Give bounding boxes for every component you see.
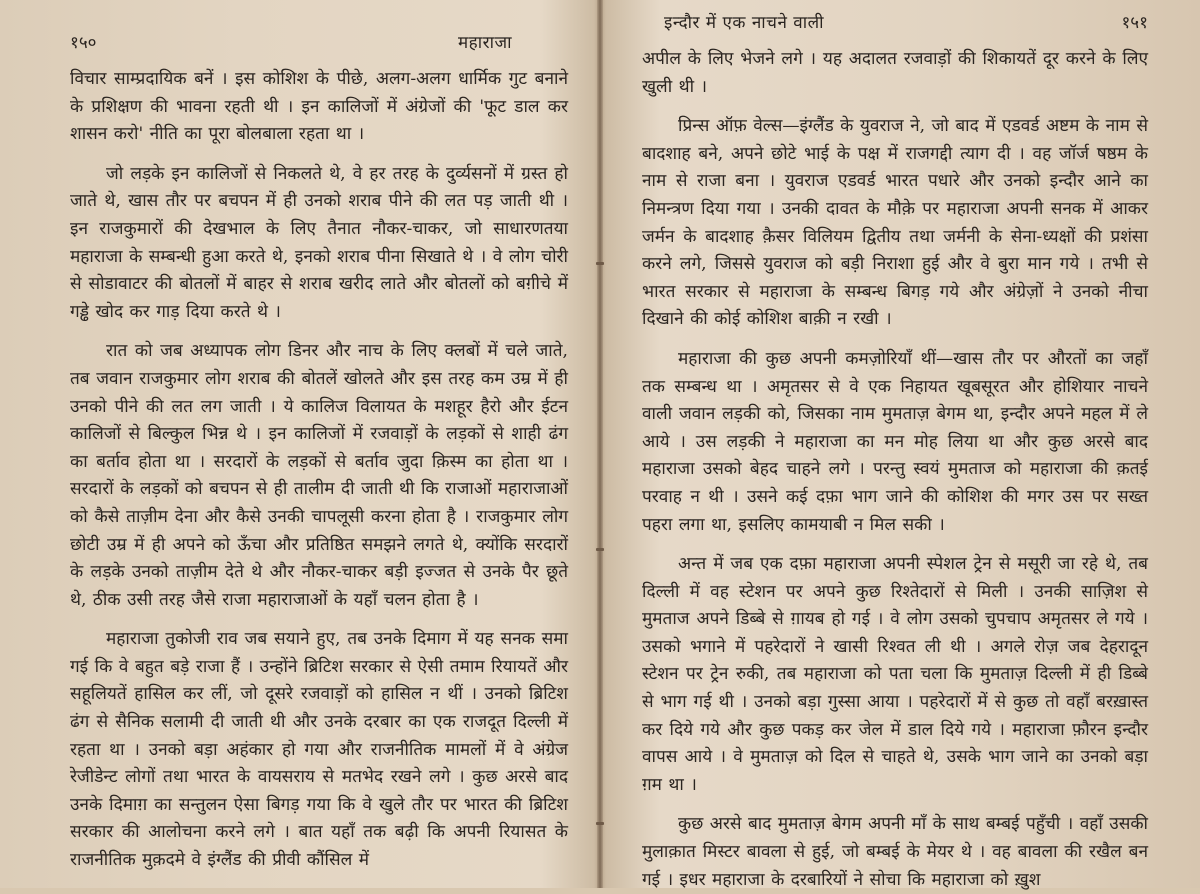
right-paragraph-1: अपील के लिए भेजने लगे । यह अदालत रजवाड़ों की शिकायतें दूर करने के लिए खुली थी । [642, 49, 1148, 97]
right-running-head: इन्दौर में एक नाचने वाली [664, 13, 825, 33]
left-paragraph-1: विचार साम्प्रदायिक बनें । इस कोशिश के पीछे, अलग-अलग धार्मिक गुट बनाने के प्रशिक्षण की भावना रहती थी । इन कालिजों में अंग्रेजों की 'फूट डाल कर शासन करो' नीति का पूरा बोलबाला रहता था । [70, 69, 568, 145]
left-page [0, 0, 598, 888]
right-page-number: १५१ [1121, 13, 1148, 33]
right-paragraph-2: प्रिन्स ऑफ़ वेल्स—इंग्लैंड के युवराज ने, जो बाद में एडवर्ड अष्टम के नाम से बादशाह बने, अपने छोटे भाई के पक्ष में राजगद्दी त्याग दी । वह जॉर्ज षष्ठम के नाम से राजा बना । युवराज एडवर्ड भारत पधारे और उनको इन्दौर आने का निमन्त्रण दिया गया । उनकी दावत के मौक़े पर महाराजा अपनी सनक में आकर जर्मन के बादशाह क़ैसर विलियम द्वितीय तथा जर्मनी के सेना-ध्यक्षों की प्रशंसा करने लगे, जिससे युवराज को बड़ी निराशा हुई और वे बुरा मान गये । तभी से भारत सरकार से महाराजा के सम्बन्ध बिगड़ गये और अंग्रेज़ों ने उनको नीचा दिखाने की कोई कोशिश बाक़ी न रखी । [642, 116, 1148, 330]
right-paragraph-3: महाराजा की कुछ अपनी कमज़ोरियाँ थीं—खास तौर पर औरतों का जहाँ तक सम्बन्ध था । अमृतसर से वे एक निहायत खूबसूरत और होशियार नाचने वाली जवान लड़की को, जिसका नाम मुमताज़ बेगम था, इन्दौर अपने महल में ले आये । उस लड़की ने महाराजा का मन मोह लिया था और कुछ अरसे बाद महाराजा उसको बेहद चाहने लगे । परन्तु स्वयं मुमताज को महाराजा की क़तई परवाह न थी । उसने कई दफ़ा भाग जाने की कोशिश की मगर उस पर सख्त पहरा लगा था, इसलिए कामयाबी न मिल सकी । [642, 348, 1148, 535]
right-paragraph-4: अन्त में जब एक दफ़ा महाराजा अपनी स्पेशल ट्रेन से मसूरी जा रहे थे, तब दिल्ली में वह स्टेशन पर अपने कुछ रिश्तेदारों से मिली । उनकी साज़िश से मुमताज अपने डिब्बे से ग़ायब हो गई । वे लोग उसको चुपचाप अमृतसर ले गये । उसको भगाने में पहरेदारों ने खासी रिश्वत ली थी । अगले रोज़ जब देहरादून स्टेशन पर ट्रेन रुकी, तब महाराजा को पता चला कि मुमताज़ दिल्ली में ही डिब्बे से भाग गई थी । उनको बड़ा गुस्सा आया । पहरेदारों में से कुछ तो वहाँ बरख़ास्त कर दिये गये और कुछ पकड़ कर जेल में डाल दिये गये । महाराजा फ़ौरन इन्दौर वापस आये । वे मुमताज़ को दिल से चाहते थे, उसके भाग जाने का उनको बड़ा ग़म था । [642, 554, 1148, 795]
right-page-header [642, 10, 1148, 46]
right-page [602, 0, 1200, 888]
left-page-header [70, 30, 568, 66]
left-paragraph-3: रात को जब अध्यापक लोग डिनर और नाच के लिए क्लबों में चले जाते, तब जवान राजकुमार लोग शराब की बोतलें खोलते और इस तरह कम उम्र में ही उनको पीने की लत लग जाती । ये कालिज विलायत के मशहूर हैरो और ईटन कालिजों से बिल्कुल भिन्न थे । इन कालिजों में रजवाड़ों के लड़कों से शाही ढंग का बर्ताव होता था । सरदारों के लड़कों से बर्ताव जुदा क़िस्म का होता था । सरदारों के लड़कों को बचपन से ही तालीम दी जाती थी कि राजाओं महाराजाओं को कैसे ताज़ीम देना और कैसे उनकी चापलूसी करना होता है । राजकुमार लोग छोटी उम्र में ही अपने को ऊँचा और प्रतिष्ठित समझने लगते थे, क्योंकि सरदारों के लड़के उनको ताज़ीम देते थे और नौकर-चाकर बड़ी इज्जत से उनके पैर छूते थे, ठीक उसी तरह जैसे राजा महाराजाओं के यहाँ चलन होता है । [70, 341, 568, 610]
right-paragraph-5: कुछ अरसे बाद मुमताज़ बेगम अपनी माँ के साथ बम्बई पहुँची । वहाँ उसकी मुलाक़ात मिस्टर बावला से हुई, जो बम्बई के मेयर थे । वह बावला की रखैल बन गई । इधर महाराजा के दरबारियों ने सोचा कि महाराजा को ख़ुश [642, 814, 1148, 890]
left-running-head: महाराजा [458, 33, 512, 53]
left-paragraph-2: जो लड़के इन कालिजों से निकलते थे, वे हर तरह के दुर्व्यसनों में ग्रस्त हो जाते थे, खास तौर पर बचपन में ही उनको शराब पीने की लत पड़ जाती थी । इन राजकुमारों की देखभाल के लिए तैनात नौकर-चाकर, जो साधारणतया महाराजा के सम्बन्धी हुआ करते थे, इनको शराब पीना सिखाते थे । वे लोग चोरी से सोडावाटर की बोतलों में बाहर से शराब खरीद लाते और बोतलों को बग़ीचे में गड्ढे खोद कर गाड़ दिया करते थे । [70, 163, 568, 322]
left-page-number: १५० [70, 33, 97, 53]
left-paragraph-4: महाराजा तुकोजी राव जब सयाने हुए, तब उनके दिमाग में यह सनक समा गई कि वे बहुत बड़े राजा हैं । उन्होंने ब्रिटिश सरकार से ऐसी तमाम रियायतें और सहूलियतें हासिल कर लीं, जो दूसरे रजवाड़ों को हासिल न थीं । उनको ब्रिटिश ढंग से सैनिक सलामी दी जाती थी और उनके दरबार का एक राजदूत दिल्ली में रहता था । उनको बड़ा अहंकार हो गया और राजनीतिक मामलों में वे अंग्रेज रेजीडेन्ट लोगों तथा भारत के वायसराय से मतभेद रखने लगे । कुछ अरसे बाद उनके दिमाग़ का सन्तुलन ऐसा बिगड़ गया कि वे खुले तौर पर भारत की ब्रिटिश सरकार की आलोचना करने लगे । बात यहाँ तक बढ़ी कि अपनी रियासत के राजनीतिक मुक़दमे वे इंग्लैंड की प्रीवी कौंसिल में [70, 629, 568, 871]
